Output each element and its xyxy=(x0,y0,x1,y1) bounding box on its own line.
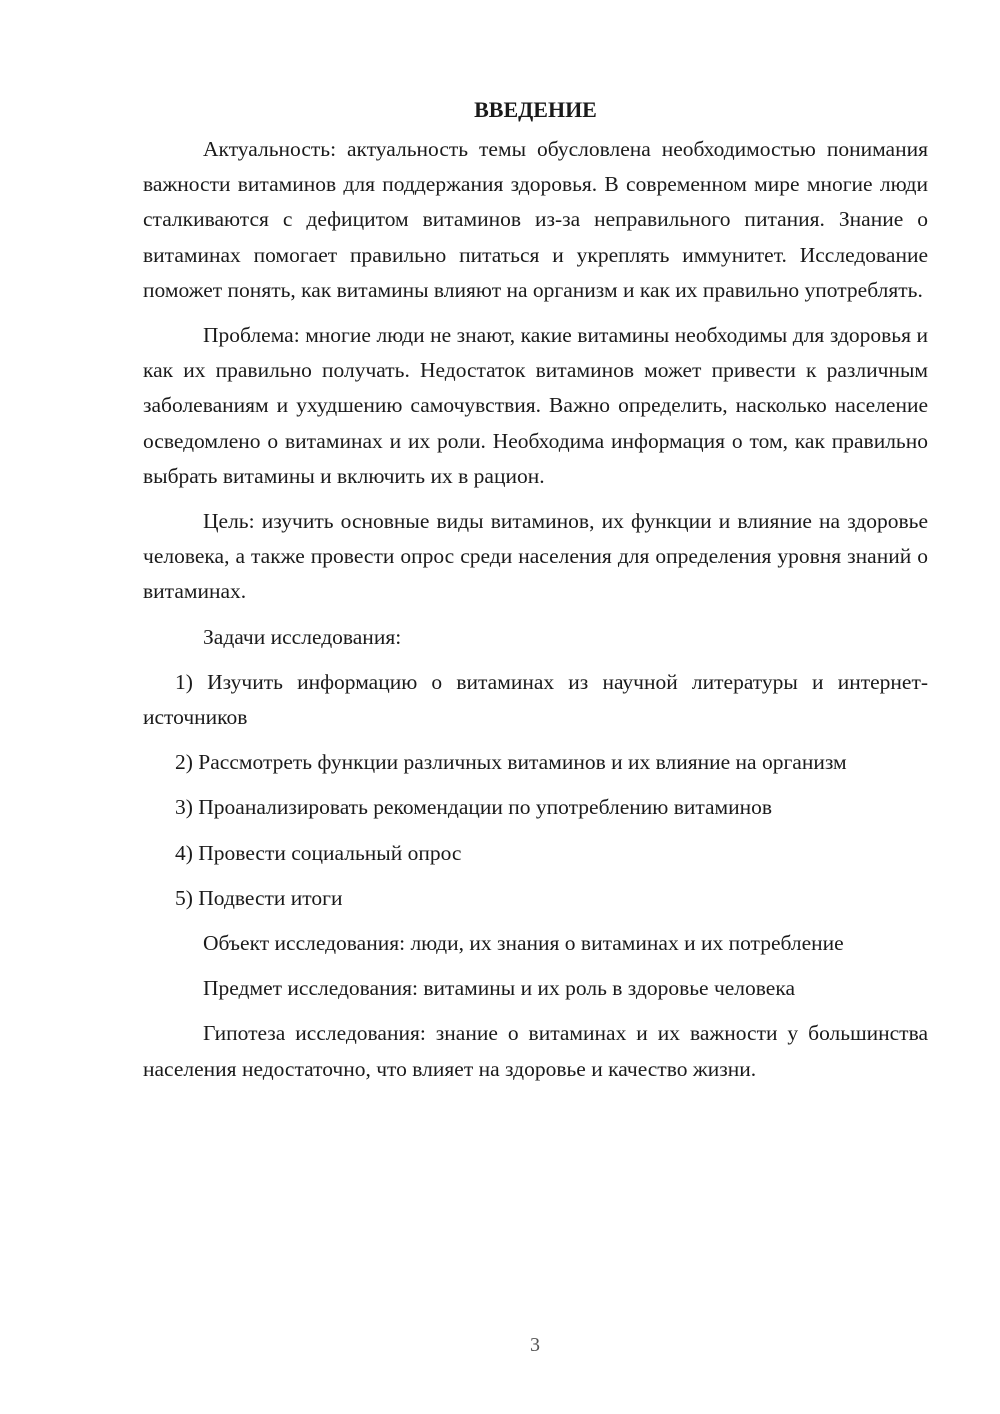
task-item-1: 1) Изучить информацию о витаминах из научной литературы и интернет-источников xyxy=(143,669,928,730)
subject-paragraph: Предмет исследования: витамины и их роль в здоровье человека xyxy=(203,976,796,1001)
document-page xyxy=(143,92,928,1087)
task-item-2: 2) Рассмотреть функции различных витаминов и их влияние на организм xyxy=(175,750,847,775)
task-item-5: 5) Подвести итоги xyxy=(175,885,343,910)
tasks-title: Задачи исследования: xyxy=(203,624,402,649)
hypothesis-paragraph: Гипотеза исследования: знание о витаминах и их важности у большинства населения недостаточно, что влияет на здоровье и качество жизни. xyxy=(143,1021,928,1081)
page-number: 3 xyxy=(530,1334,540,1356)
goal-paragraph: Цель: изучить основные виды витаминов, их функции и влияние на здоровье человека, а также провести опрос среди населения для определения уровня знаний о витаминах. xyxy=(143,509,928,604)
problem-paragraph: Проблема: многие люди не знают, какие витамины необходимы для здоровья и как их правильно получать. Недостаток витаминов может привести к различным заболеваниям и ухудшению самочувствия. Важно определить, насколько население осведомлено о витаминах и их роли. Необходима информация о том, как правильно выбрать витамины и включить их в рацион. xyxy=(143,323,928,488)
section-heading: ВВЕДЕНИЕ xyxy=(474,97,597,122)
task-item-4: 4) Провести социальный опрос xyxy=(175,840,462,865)
task-item-3: 3) Проанализировать рекомендации по употреблению витаминов xyxy=(175,795,773,820)
relevance-paragraph: Актуальность: актуальность темы обусловлена необходимостью понимания важности витаминов для поддержания здоровья. В современном мире многие люди сталкиваются с дефицитом витаминов из-за неправильного питания. Знание о витаминах помогает правильно питаться и укреплять иммунитет. Исследование поможет понять, как витамины влияют на организм и как их правильно употреблять. xyxy=(143,137,928,302)
object-paragraph: Объект исследования: люди, их знания о витаминах и их потребление xyxy=(203,931,844,956)
